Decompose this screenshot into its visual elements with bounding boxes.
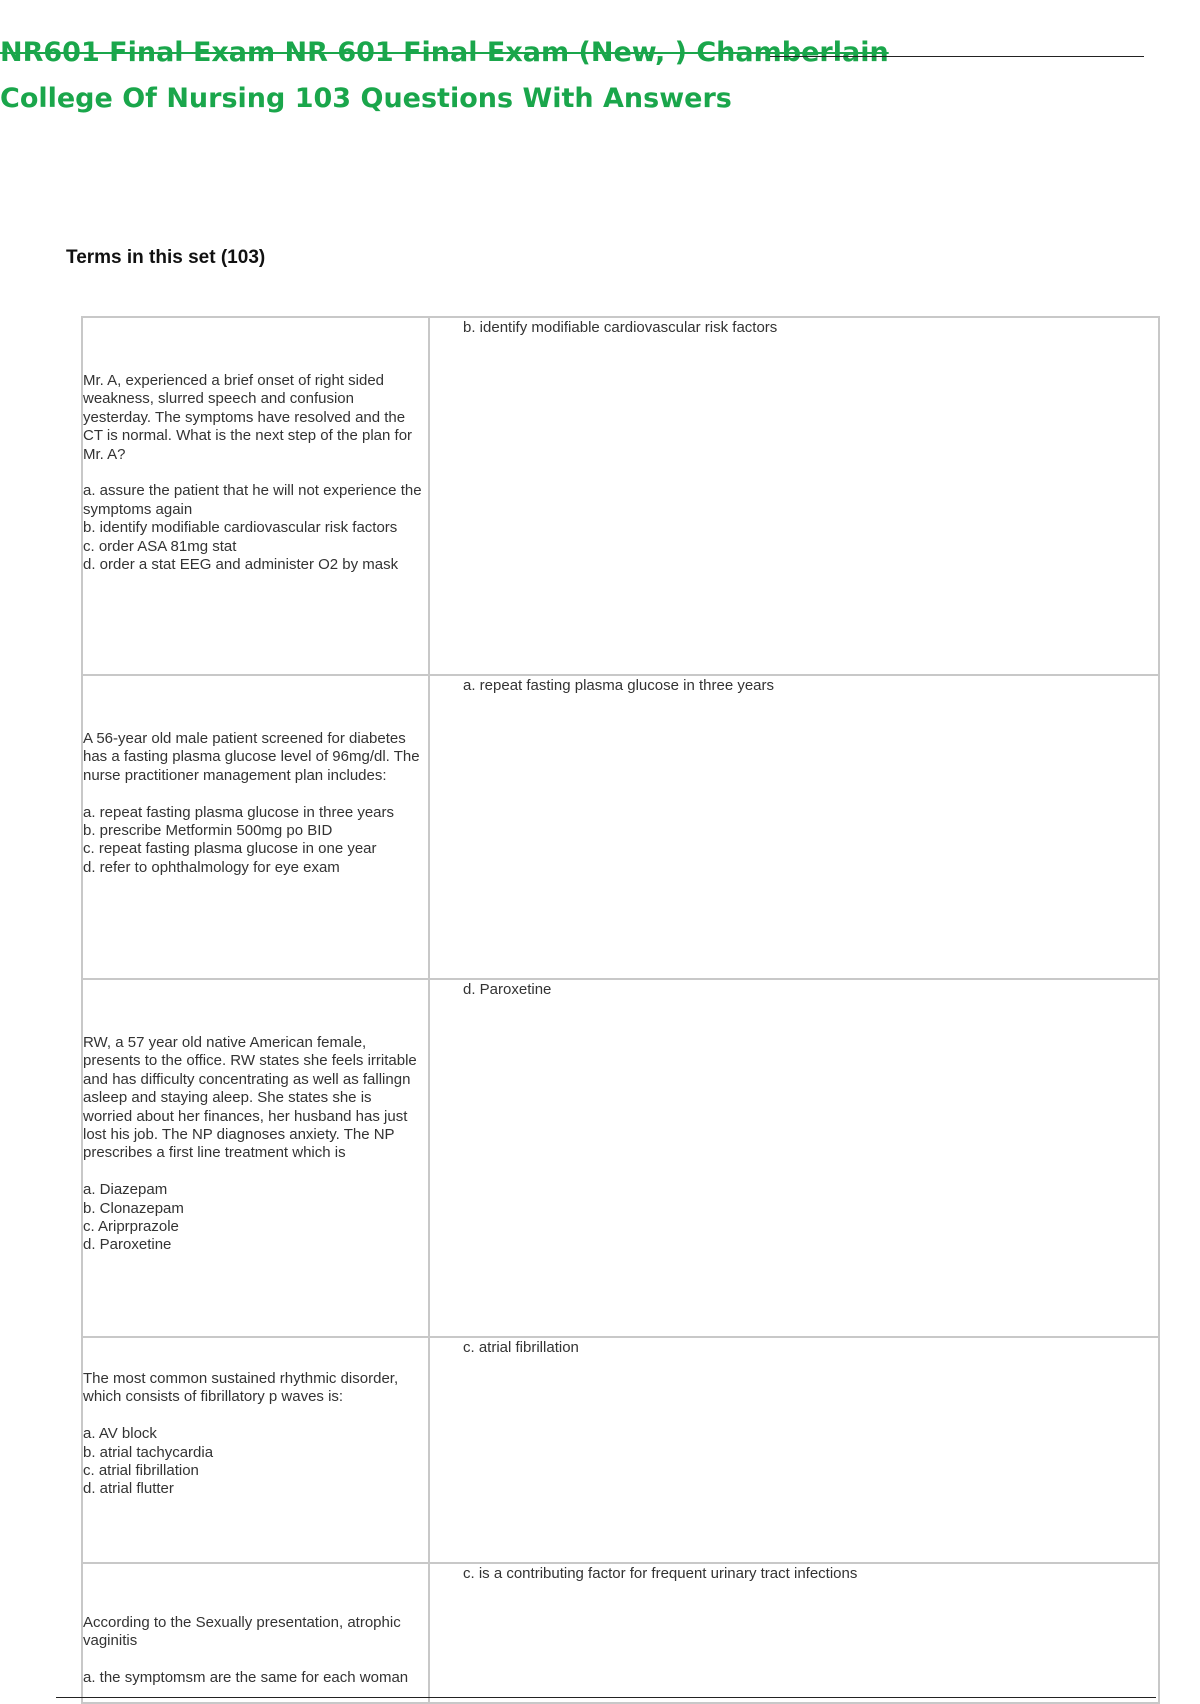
option-b: b. prescribe Metformin 500mg po BID <box>83 822 333 840</box>
answer-cell <box>429 317 1159 675</box>
document-title-line-1: NR601 Final Exam NR 601 Final Exam (New, ) Chamberlain <box>0 37 889 68</box>
option-a: a. the symptomsm are the same for each woman <box>83 1669 409 1687</box>
question-cell <box>82 1337 429 1563</box>
terms-table <box>81 316 1160 1704</box>
term-row <box>82 979 1159 1337</box>
question-text: According to the Sexually presentation, atrophic vaginitis <box>83 1614 405 1650</box>
question-text: Mr. A, experienced a brief onset of right sided weakness, slurred speech and confusion yesterday. The symptoms have resolved and the CT is normal. What is the next step of the plan for Mr. A? <box>83 372 417 463</box>
answer-cell <box>429 675 1159 979</box>
term-row <box>82 675 1159 979</box>
question-block <box>83 980 428 1255</box>
option-d: d. Paroxetine <box>83 1236 172 1254</box>
option-d: d. order a stat EEG and administer O2 by mask <box>83 556 399 574</box>
answer-text: c. is a contributing factor for frequent urinary tract infections <box>463 1565 858 1582</box>
answer-cell <box>429 1337 1159 1563</box>
document-title <box>0 30 1150 122</box>
option-a: a. Diazepam <box>83 1181 168 1199</box>
term-row <box>82 1563 1159 1703</box>
answer-text: a. repeat fasting plasma glucose in three years <box>463 677 775 694</box>
question-block <box>83 1564 428 1688</box>
term-row <box>82 317 1159 675</box>
question-text: The most common sustained rhythmic disorder, which consists of fibrillatory p waves is: <box>83 1370 403 1406</box>
option-c: c. atrial fibrillation <box>83 1462 199 1480</box>
option-b: b. identify modifiable cardiovascular risk factors <box>83 519 398 537</box>
question-block <box>83 318 428 574</box>
question-cell <box>82 979 429 1337</box>
answer-cell <box>429 979 1159 1337</box>
answer-text: c. atrial fibrillation <box>463 1339 579 1356</box>
question-cell <box>82 675 429 979</box>
question-text: A 56-year old male patient screened for diabetes has a fasting plasma glucose level of 96mg/dl. The nurse practitioner management plan includes: <box>83 730 424 784</box>
title-rule <box>770 56 1144 57</box>
terms-set-heading: Terms in this set (103) <box>66 247 266 268</box>
option-c: c. repeat fasting plasma glucose in one year <box>83 840 377 858</box>
option-a: a. assure the patient that he will not experience the symptoms again <box>83 482 426 518</box>
option-c: c. order ASA 81mg stat <box>83 537 237 555</box>
answer-cell <box>429 1563 1159 1703</box>
document-title-line-2: College Of Nursing 103 Questions With Answers <box>0 83 732 114</box>
term-row <box>82 1337 1159 1563</box>
page-bottom-rule <box>56 1697 1156 1698</box>
option-b: b. atrial tachycardia <box>83 1443 214 1461</box>
option-d: d. atrial flutter <box>83 1480 174 1498</box>
question-block <box>83 1338 428 1499</box>
question-cell <box>82 1563 429 1703</box>
option-a: a. AV block <box>83 1425 157 1443</box>
option-d: d. refer to ophthalmology for eye exam <box>83 858 340 876</box>
answer-text: d. Paroxetine <box>463 981 552 998</box>
question-text: RW, a 57 year old native American female, presents to the office. RW states she feels irritable and has difficulty concentrating as well as fallingn asleep and staying aleep. She states she is worried about her finances, her husband has just lost his job. The NP diagnoses anxiety. The NP prescribes a first line treatment which is <box>83 1034 421 1162</box>
option-b: b. Clonazepam <box>83 1199 184 1217</box>
question-cell <box>82 317 429 675</box>
answer-text: b. identify modifiable cardiovascular risk factors <box>463 319 778 336</box>
question-block <box>83 676 428 877</box>
option-c: c. Ariprprazole <box>83 1218 179 1236</box>
option-a: a. repeat fasting plasma glucose in three years <box>83 803 395 821</box>
